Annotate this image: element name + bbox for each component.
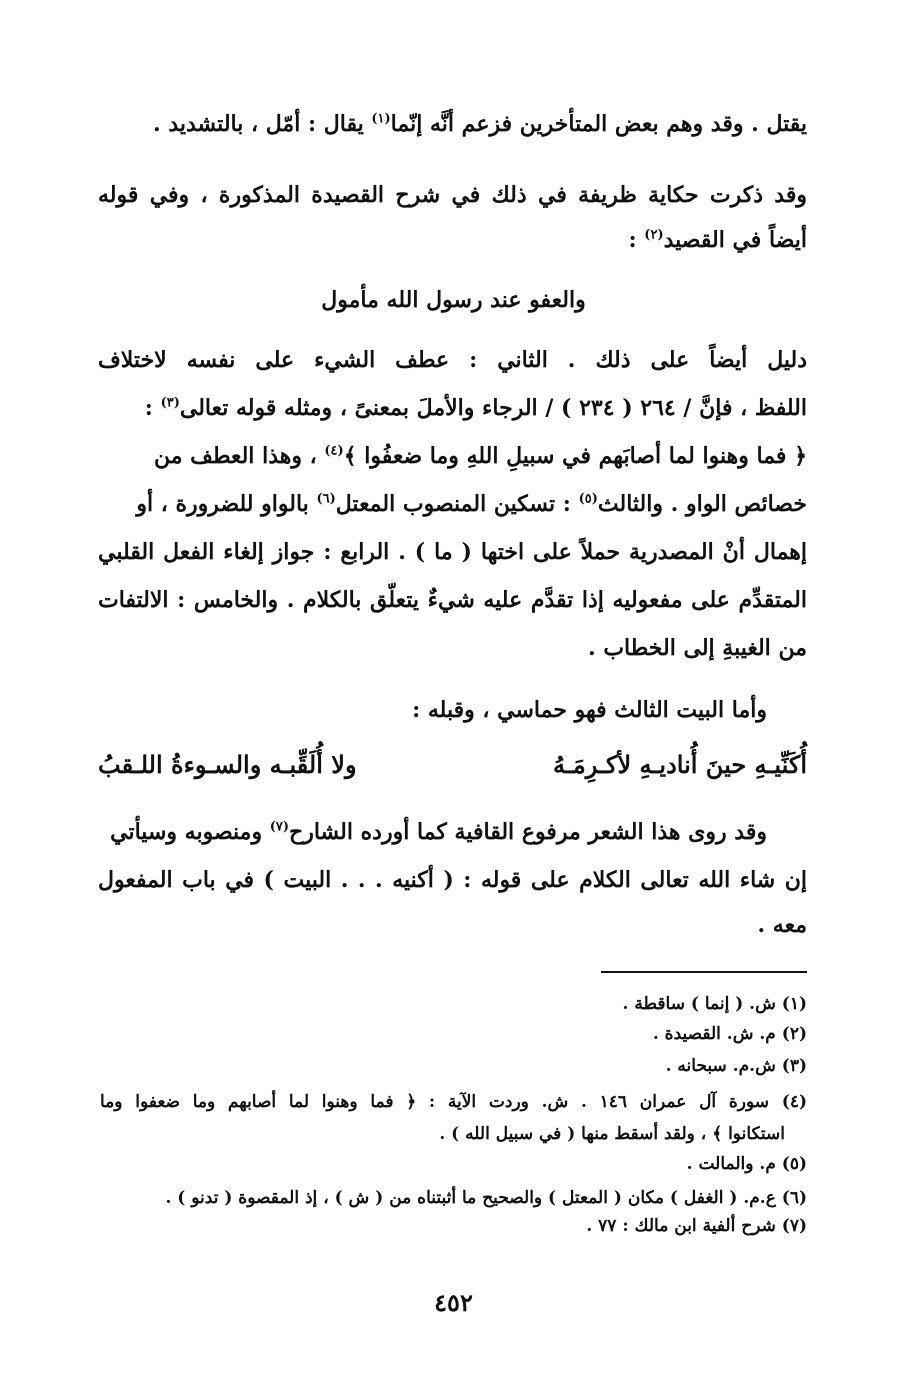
body-line-7 bbox=[98, 436, 807, 480]
body-line-14 bbox=[98, 860, 807, 904]
verse-first-hemistich: أُكَنِّيـهِ حينَ أُناديـهِ لأكـرِمَـهُ bbox=[553, 750, 807, 779]
body-line-12 bbox=[98, 690, 767, 734]
body-line-15 bbox=[98, 905, 807, 949]
line-text-tail: : تسكين المنصوب المعتل bbox=[335, 491, 579, 517]
footnote-3: (٣) ش.م. سبحانه . bbox=[665, 1056, 807, 1076]
line-text-tail: : bbox=[144, 395, 161, 421]
body-line-2 bbox=[98, 175, 807, 219]
line-text: وقد ذكرت حكاية ظريفة في ذلك في شرح القصيدة المذكورة ، وفي قوله bbox=[98, 182, 807, 208]
quoted-hemistich bbox=[100, 280, 807, 324]
footnote-ref-1: (١) bbox=[371, 111, 391, 127]
line-text: إن شاء الله تعالى الكلام على قوله : ( أكنيه . . . البيت ) في باب المفعول bbox=[98, 867, 807, 893]
footnote-6: (٦) ع.م. ( الغفل ) مكان ( المعتل ) والصحيح ما أثبتناه من ( ش ) ، إذ المقصوة ( تدنو ) . bbox=[165, 1188, 807, 1208]
footnote-5: (٥) م. والمالت . bbox=[686, 1154, 807, 1174]
footnote-7: (٧) شرح ألفية ابن مالك : ٧٧ . bbox=[586, 1216, 807, 1236]
poetry-verse bbox=[98, 740, 807, 790]
line-text: دليل أيضاً على ذلك . الثاني : عطف الشيء على نفسه لاختلاف bbox=[98, 347, 807, 373]
line-text: ﴿ فما وهنوا لما أصابَهم في سبيلِ اللهِ وما ضعفُوا ﴾ bbox=[343, 443, 807, 469]
footnote-ref-6: (٦) bbox=[316, 491, 336, 507]
line-text: وقد روى هذا الشعر مرفوع القافية كما أورده الشارح bbox=[289, 819, 767, 845]
line-text: المتقدِّم على مفعوليه إذا تقدَّم عليه شيءٌ يتعلّق بالكلام . والخامس : الالتفات bbox=[98, 587, 807, 613]
line-text: يقتل . وقد وهم بعض المتأخرين فزعم أنَّه إنّما bbox=[390, 111, 807, 137]
body-line-6 bbox=[98, 388, 807, 432]
footnote-divider bbox=[601, 971, 807, 973]
body-line-5 bbox=[98, 340, 807, 384]
verse-second-hemistich: ولا أُلَقِّبـه والسـوءةُ اللـقبُ bbox=[98, 750, 357, 779]
line-text: وأما البيت الثالث فهو حماسي ، وقبله : bbox=[412, 697, 767, 723]
line-text: أيضاً في القصيد bbox=[663, 227, 807, 253]
body-line-13 bbox=[98, 812, 767, 856]
footnote-ref-2: (٢) bbox=[644, 227, 664, 243]
body-line-1 bbox=[98, 104, 807, 148]
line-text: معه . bbox=[757, 912, 807, 938]
line-text-tail: ومنصوبه وسيأتي bbox=[110, 819, 270, 845]
footnote-ref-5: (٥) bbox=[578, 491, 598, 507]
body-line-3 bbox=[98, 220, 807, 264]
footnote-ref-7: (٧) bbox=[269, 819, 290, 835]
line-text: إهمال أنْ المصدرية حملاً على اختها ( ما ) . الرابع : جواز إلغاء الفعل القلبي bbox=[98, 539, 807, 565]
line-text: اللفظ ، فإنَّ / ٢٦٤ ( ٢٣٤ ) / الرجاء والأملَ بمعنىً ، ومثله قوله تعالى bbox=[179, 395, 807, 421]
line-text: والعفو عند رسول الله مأمول bbox=[321, 287, 586, 313]
line-text-tail: بالواو للضرورة ، أو bbox=[136, 491, 317, 517]
footnote-2: (٢) م. ش. القصيدة . bbox=[652, 1024, 807, 1044]
footnote-4-continuation: استكانوا ﴾ ، ولقد أسقط منها ( في سبيل الله ) . bbox=[439, 1124, 785, 1144]
line-text-tail: : bbox=[628, 227, 645, 253]
line-text-tail: يقال : أمّل ، بالتشديد . bbox=[153, 111, 372, 137]
page-number: ٤٥٢ bbox=[434, 1288, 473, 1317]
footnote-ref-4: (٤) bbox=[324, 443, 344, 459]
line-text: من الغيبةِ إلى الخطاب . bbox=[588, 635, 807, 661]
footnote-4: (٤) سورة آل عمران ١٤٦ . ش. وردت الآية : ﴿ فما وهنوا لما أصابهم وما ضعفوا وما bbox=[100, 1092, 807, 1112]
line-text-tail: ، وهذا العطف من bbox=[153, 443, 325, 469]
footnote-ref-3: (٣) bbox=[160, 395, 180, 411]
footnote-1: (١) ش. ( إنما ) ساقطة . bbox=[622, 994, 807, 1014]
body-line-10 bbox=[98, 580, 807, 624]
body-line-9 bbox=[98, 532, 807, 576]
body-line-11 bbox=[98, 628, 807, 672]
line-text: خصائص الواو . والثالث bbox=[597, 491, 807, 517]
body-line-8 bbox=[98, 484, 807, 528]
